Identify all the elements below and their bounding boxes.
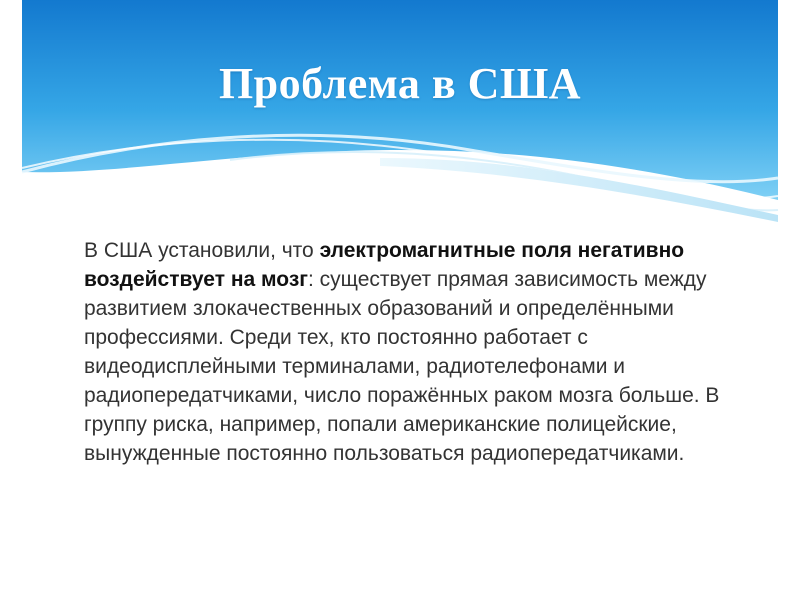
slide-title: Проблема в США — [218, 59, 582, 108]
slide-body-text — [84, 236, 724, 468]
body-intro: В США установили, что — [84, 239, 320, 262]
body-rest: : существует прямая зависимость между развитием злокачественных образований и определёнными профессиями. Среди тех, кто постоянно работает с видеодисплейными терминалами, радиотелефонами и радиопередатчиками, число поражённых раком мозга больше. В группу риска, например, попали американские полицейские, вынужденные постоянно пользоваться радиопередатчиками. — [84, 268, 720, 465]
header-wave-background — [0, 0, 800, 240]
body-emphasis: электромагнитные поля негативно воздействует на мозг — [84, 239, 685, 291]
